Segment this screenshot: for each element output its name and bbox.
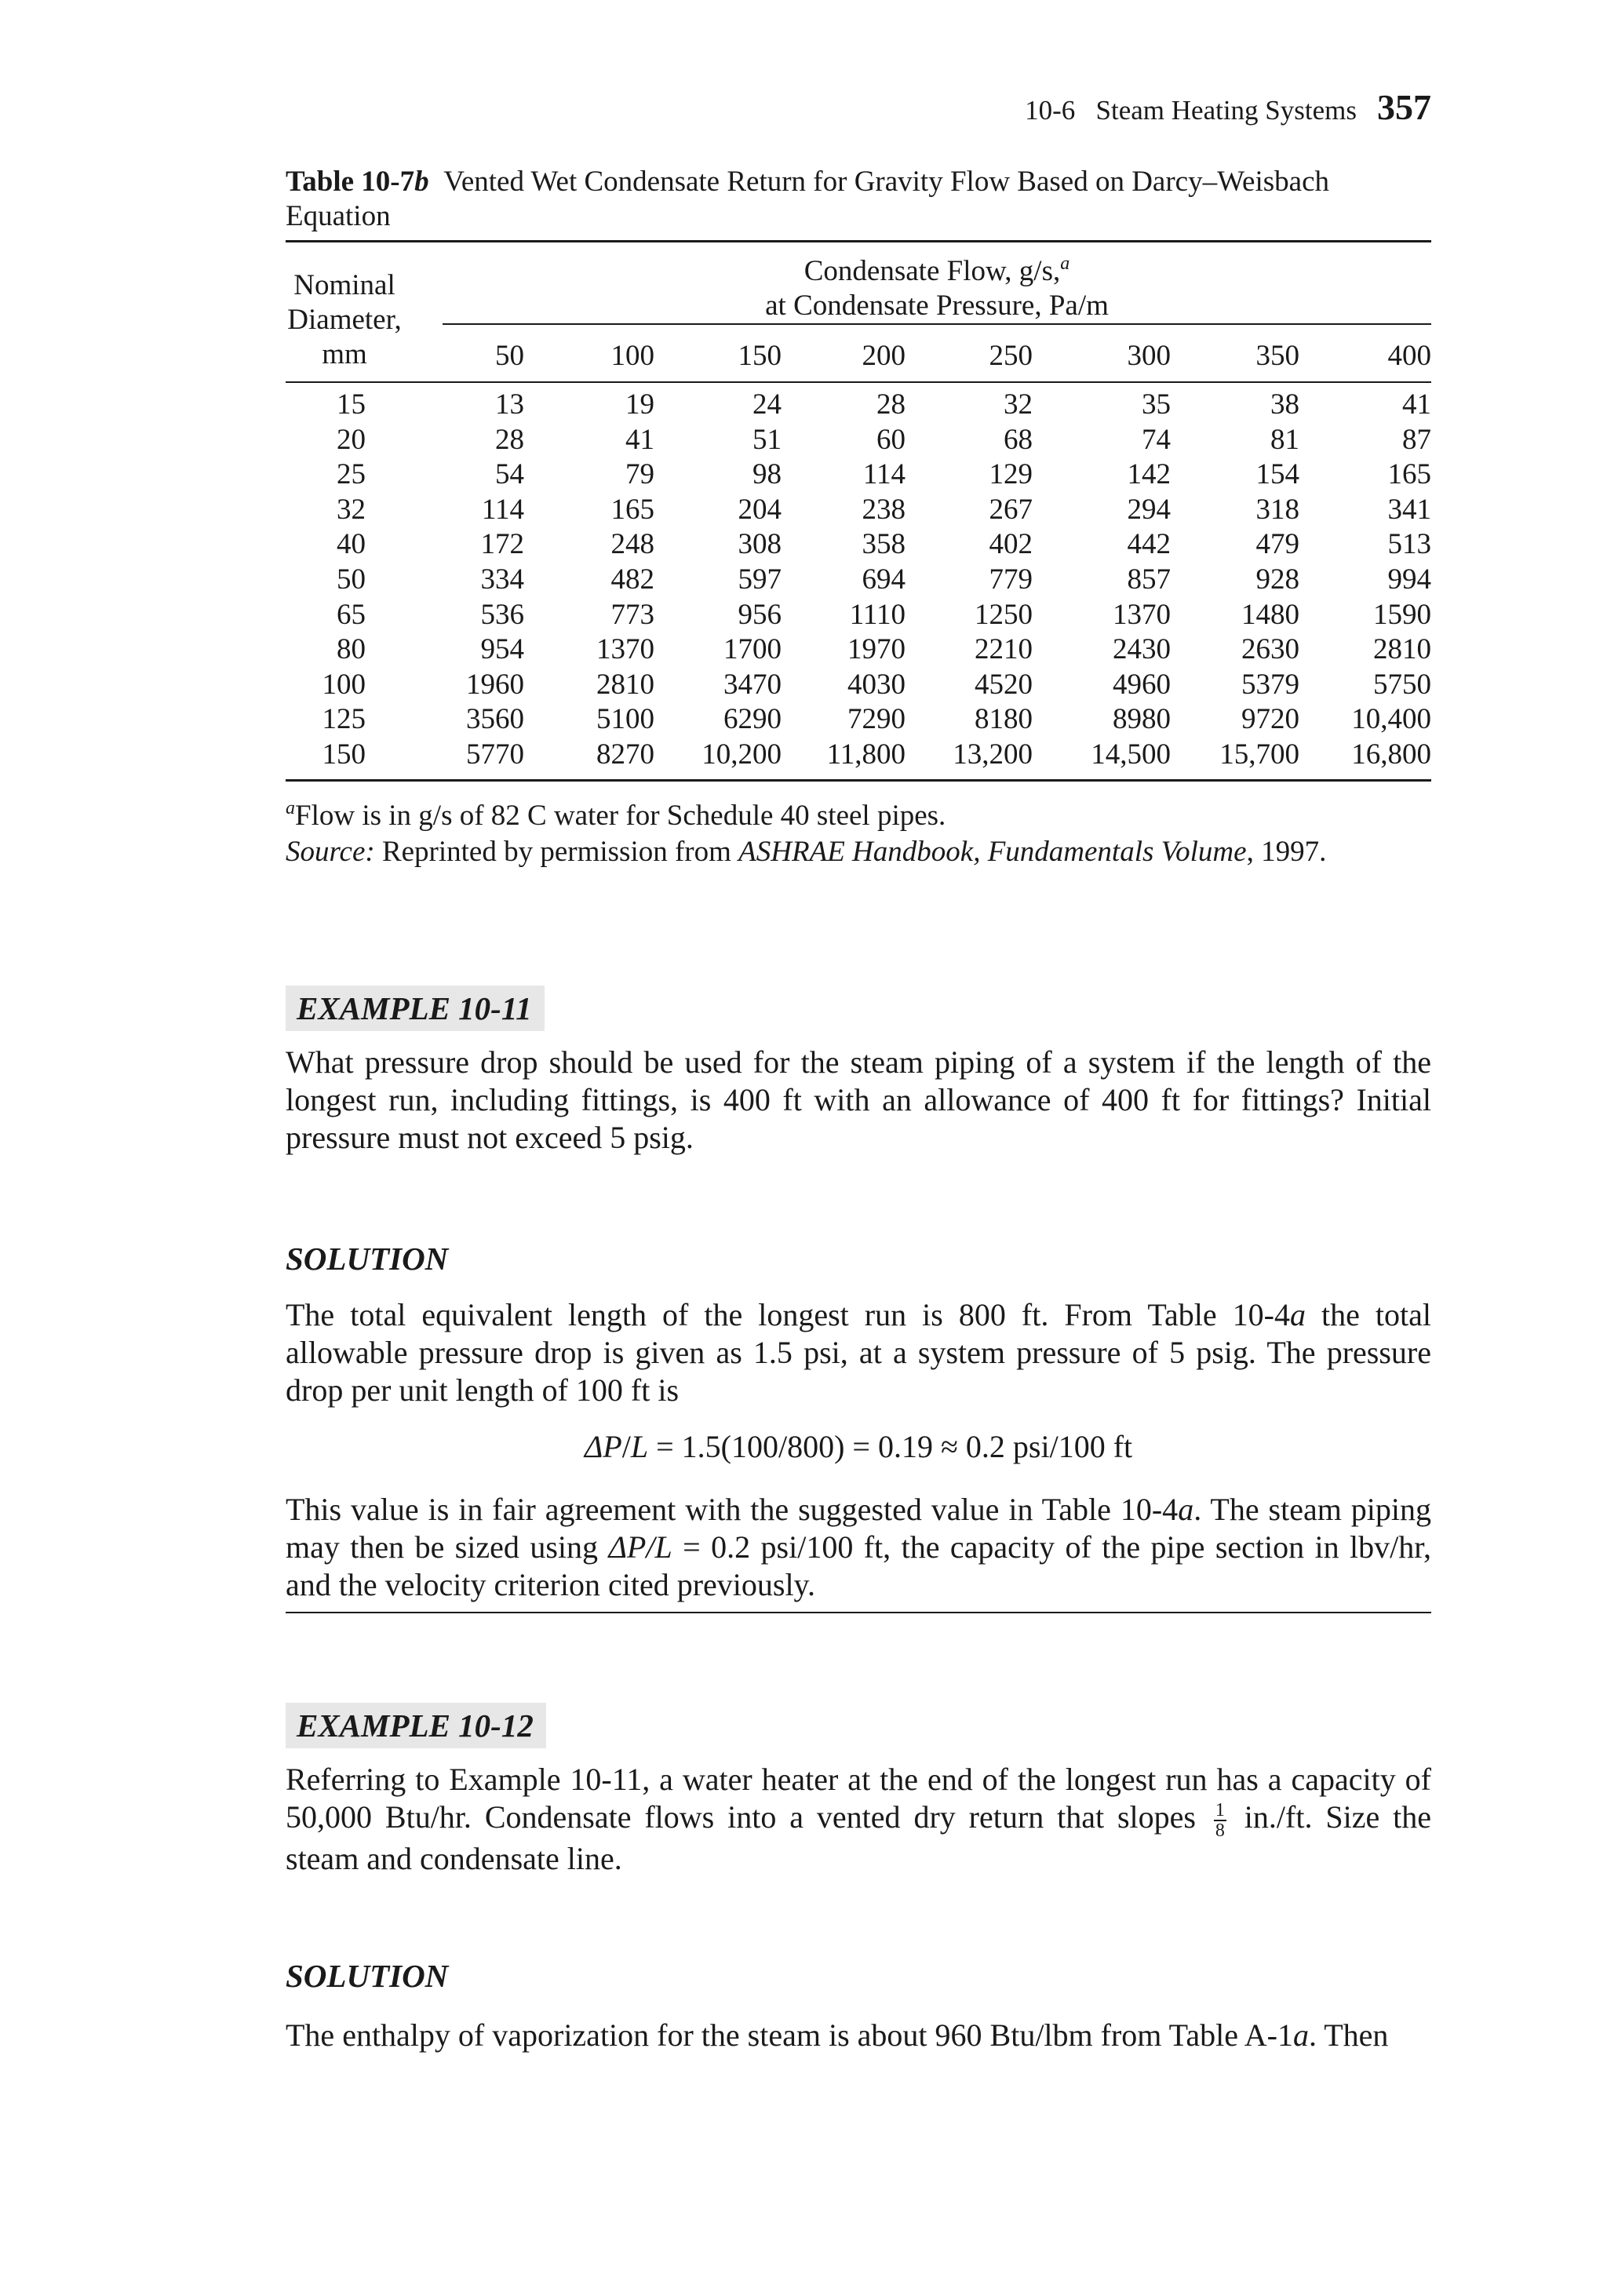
flow-cell: 24 <box>752 388 782 421</box>
flow-cell: 5750 <box>1373 668 1431 701</box>
flow-cell: 11,800 <box>826 738 906 771</box>
flow-cell: 114 <box>862 458 906 491</box>
flow-cell: 2630 <box>1241 633 1299 666</box>
flow-cell: 68 <box>1004 423 1033 456</box>
flow-cell: 928 <box>1255 563 1299 596</box>
diameter-cell: 65 <box>337 598 366 631</box>
table-title: Vented Wet Condensate Return for Gravity Flow Based on Darcy–Weisbach Equation <box>286 166 1330 232</box>
flow-cell: 13,200 <box>953 738 1033 771</box>
flow-cell: 74 <box>1142 423 1171 456</box>
spanner-header: Condensate Flow, g/s,$^a$ at Condensate Pressure, Pa/m <box>765 253 1109 322</box>
column-header: 250 <box>989 340 1033 372</box>
flow-cell: 4030 <box>847 668 906 701</box>
flow-cell: 28 <box>495 423 524 456</box>
example-10-12-label: EXAMPLE 10-12 <box>286 1703 546 1748</box>
running-head <box>1025 86 1431 128</box>
flow-cell: 7290 <box>847 703 906 736</box>
flow-cell: 248 <box>610 528 654 561</box>
flow-cell: 994 <box>1387 563 1431 596</box>
flow-cell: 308 <box>738 528 782 561</box>
example-10-11-solution-p2: This value is in fair agreement with the suggested value in Table 10-4a. The steam piping may then be sized using ΔP/L = 0.2 psi/100 ft, the capacity of the pipe section in lbv/hr, and the velocity criterion cited previously. <box>286 1492 1432 1602</box>
spanner-rule <box>443 323 1431 325</box>
flow-cell: 1970 <box>847 633 906 666</box>
flow-cell: 81 <box>1270 423 1299 456</box>
flow-cell: 358 <box>862 528 906 561</box>
diameter-cell: 150 <box>322 738 366 771</box>
section-title: 10-6 Steam Heating Systems <box>1025 95 1357 126</box>
example-10-11-solution-p1: The total equivalent length of the longest run is 800 ft. From Table 10-4a the total allowable pressure drop is given as 1.5 psi, at a system pressure of 5 psig. The pressure drop per unit length of 100 ft is <box>286 1297 1431 1408</box>
table-label: Table 10-7b <box>286 166 429 198</box>
flow-cell: 3470 <box>723 668 782 701</box>
flow-cell: 204 <box>738 493 782 526</box>
flow-cell: 60 <box>876 423 906 456</box>
flow-cell: 1960 <box>466 668 524 701</box>
table-caption <box>286 165 1431 234</box>
flow-cell: 536 <box>480 598 524 631</box>
flow-cell: 956 <box>738 598 782 631</box>
flow-cell: 51 <box>752 423 782 456</box>
flow-cell: 4520 <box>975 668 1033 701</box>
flow-cell: 28 <box>876 388 906 421</box>
diameter-cell: 125 <box>322 703 366 736</box>
diameter-cell: 15 <box>337 388 366 421</box>
flow-cell: 13 <box>495 388 524 421</box>
flow-cell: 773 <box>610 598 654 631</box>
flow-cell: 8270 <box>596 738 654 771</box>
header-bottom-rule <box>286 381 1431 383</box>
flow-cell: 1590 <box>1373 598 1431 631</box>
flow-cell: 5379 <box>1241 668 1299 701</box>
example-10-11-solution-label: SOLUTION <box>286 1241 449 1277</box>
flow-cell: 442 <box>1127 528 1171 561</box>
flow-cell: 597 <box>738 563 782 596</box>
example-10-12-question: Referring to Example 10-11, a water heater at the end of the longest run has a capacity of 50,000 Btu/hr. Condensate flows into a vented dry return that slopes $\frac{1}{8}$ in./ft. Size the steam and condensate line. <box>286 1762 1431 1876</box>
slope-fraction: $\frac{1}{8}$ <box>1215 1799 1225 1841</box>
example-10-11-question: What pressure drop should be used for the steam piping of a system if the length of the longest run, including fittings, is 400 ft with an allowance of 400 ft for fittings? Initial pressure must not exceed 5 psig. <box>286 1044 1431 1155</box>
column-header: 350 <box>1255 340 1299 372</box>
flow-cell: 1480 <box>1241 598 1299 631</box>
column-header: 100 <box>610 340 654 372</box>
flow-cell: 32 <box>1004 388 1033 421</box>
flow-cell: 1370 <box>1113 598 1171 631</box>
flow-cell: 2810 <box>1373 633 1431 666</box>
example-10-12-solution: The enthalpy of vaporization for the steam is about 960 Btu/lbm from Table A-1a. Then <box>286 2017 1389 2053</box>
pressure-drop-equation: ΔP/L = 1.5(100/800) = 0.19 ≈ 0.2 psi/100 ft <box>584 1429 1133 1464</box>
diameter-cell: 80 <box>337 633 366 666</box>
flow-cell: 8980 <box>1113 703 1171 736</box>
example-10-12-solution-label: SOLUTION <box>286 1958 449 1994</box>
flow-cell: 6290 <box>723 703 782 736</box>
flow-cell: 14,500 <box>1091 738 1171 771</box>
flow-cell: 1250 <box>975 598 1033 631</box>
column-header: 300 <box>1127 340 1171 372</box>
example-10-11-label: EXAMPLE 10-11 <box>286 986 545 1031</box>
stub-header: Nominal Diameter, mm <box>287 269 402 370</box>
flow-cell: 5770 <box>466 738 524 771</box>
table-bottom-rule <box>286 779 1431 782</box>
flow-cell: 165 <box>1387 458 1431 491</box>
diameter-cell: 32 <box>337 493 366 526</box>
flow-cell: 482 <box>610 563 654 596</box>
diameter-cell: 40 <box>337 528 366 561</box>
flow-cell: 165 <box>610 493 654 526</box>
flow-cell: 694 <box>862 563 906 596</box>
column-header: 200 <box>862 340 906 372</box>
table-top-rule <box>286 240 1431 242</box>
flow-cell: 8180 <box>975 703 1033 736</box>
flow-cell: 2810 <box>596 668 654 701</box>
flow-cell: 87 <box>1402 423 1431 456</box>
flow-cell: 54 <box>495 458 524 491</box>
flow-cell: 513 <box>1387 528 1431 561</box>
flow-cell: 341 <box>1387 493 1431 526</box>
flow-cell: 5100 <box>596 703 654 736</box>
flow-cell: 2210 <box>975 633 1033 666</box>
flow-cell: 318 <box>1255 493 1299 526</box>
diameter-cell: 20 <box>337 423 366 456</box>
flow-cell: 334 <box>480 563 524 596</box>
table-source: Source: Reprinted by permission from ASHRAE Handbook, Fundamentals Volume, 1997. <box>286 836 1327 868</box>
flow-cell: 35 <box>1142 388 1171 421</box>
flow-cell: 16,800 <box>1351 738 1431 771</box>
page-number: 357 <box>1377 87 1431 127</box>
column-header: 150 <box>738 340 782 372</box>
flow-cell: 41 <box>625 423 654 456</box>
flow-cell: 479 <box>1255 528 1299 561</box>
flow-cell: 2430 <box>1113 633 1171 666</box>
diameter-cell: 25 <box>337 458 366 491</box>
table-footnote: $^a$Flow is in g/s of 82 C water for Schedule 40 steel pipes. <box>286 798 946 832</box>
flow-cell: 129 <box>989 458 1033 491</box>
flow-cell: 41 <box>1402 388 1431 421</box>
flow-cell: 172 <box>480 528 524 561</box>
flow-cell: 98 <box>752 458 782 491</box>
flow-cell: 142 <box>1127 458 1171 491</box>
flow-cell: 267 <box>989 493 1033 526</box>
flow-cell: 402 <box>989 528 1033 561</box>
flow-cell: 294 <box>1127 493 1171 526</box>
diameter-cell: 50 <box>337 563 366 596</box>
flow-cell: 19 <box>625 388 654 421</box>
diameter-cell: 100 <box>322 668 366 701</box>
example-end-rule <box>286 1612 1431 1613</box>
flow-cell: 1700 <box>723 633 782 666</box>
column-header: 400 <box>1387 340 1431 372</box>
flow-cell: 4960 <box>1113 668 1171 701</box>
flow-cell: 954 <box>480 633 524 666</box>
flow-cell: 238 <box>862 493 906 526</box>
flow-cell: 10,400 <box>1351 703 1431 736</box>
flow-cell: 1370 <box>596 633 654 666</box>
column-header: 50 <box>495 340 524 372</box>
flow-cell: 15,700 <box>1219 738 1299 771</box>
flow-cell: 779 <box>989 563 1033 596</box>
flow-cell: 79 <box>625 458 654 491</box>
flow-cell: 38 <box>1270 388 1299 421</box>
flow-cell: 857 <box>1127 563 1171 596</box>
flow-cell: 1110 <box>849 598 906 631</box>
flow-cell: 9720 <box>1241 703 1299 736</box>
flow-cell: 10,200 <box>701 738 782 771</box>
flow-cell: 3560 <box>466 703 524 736</box>
flow-cell: 114 <box>481 493 524 526</box>
flow-cell: 154 <box>1255 458 1299 491</box>
